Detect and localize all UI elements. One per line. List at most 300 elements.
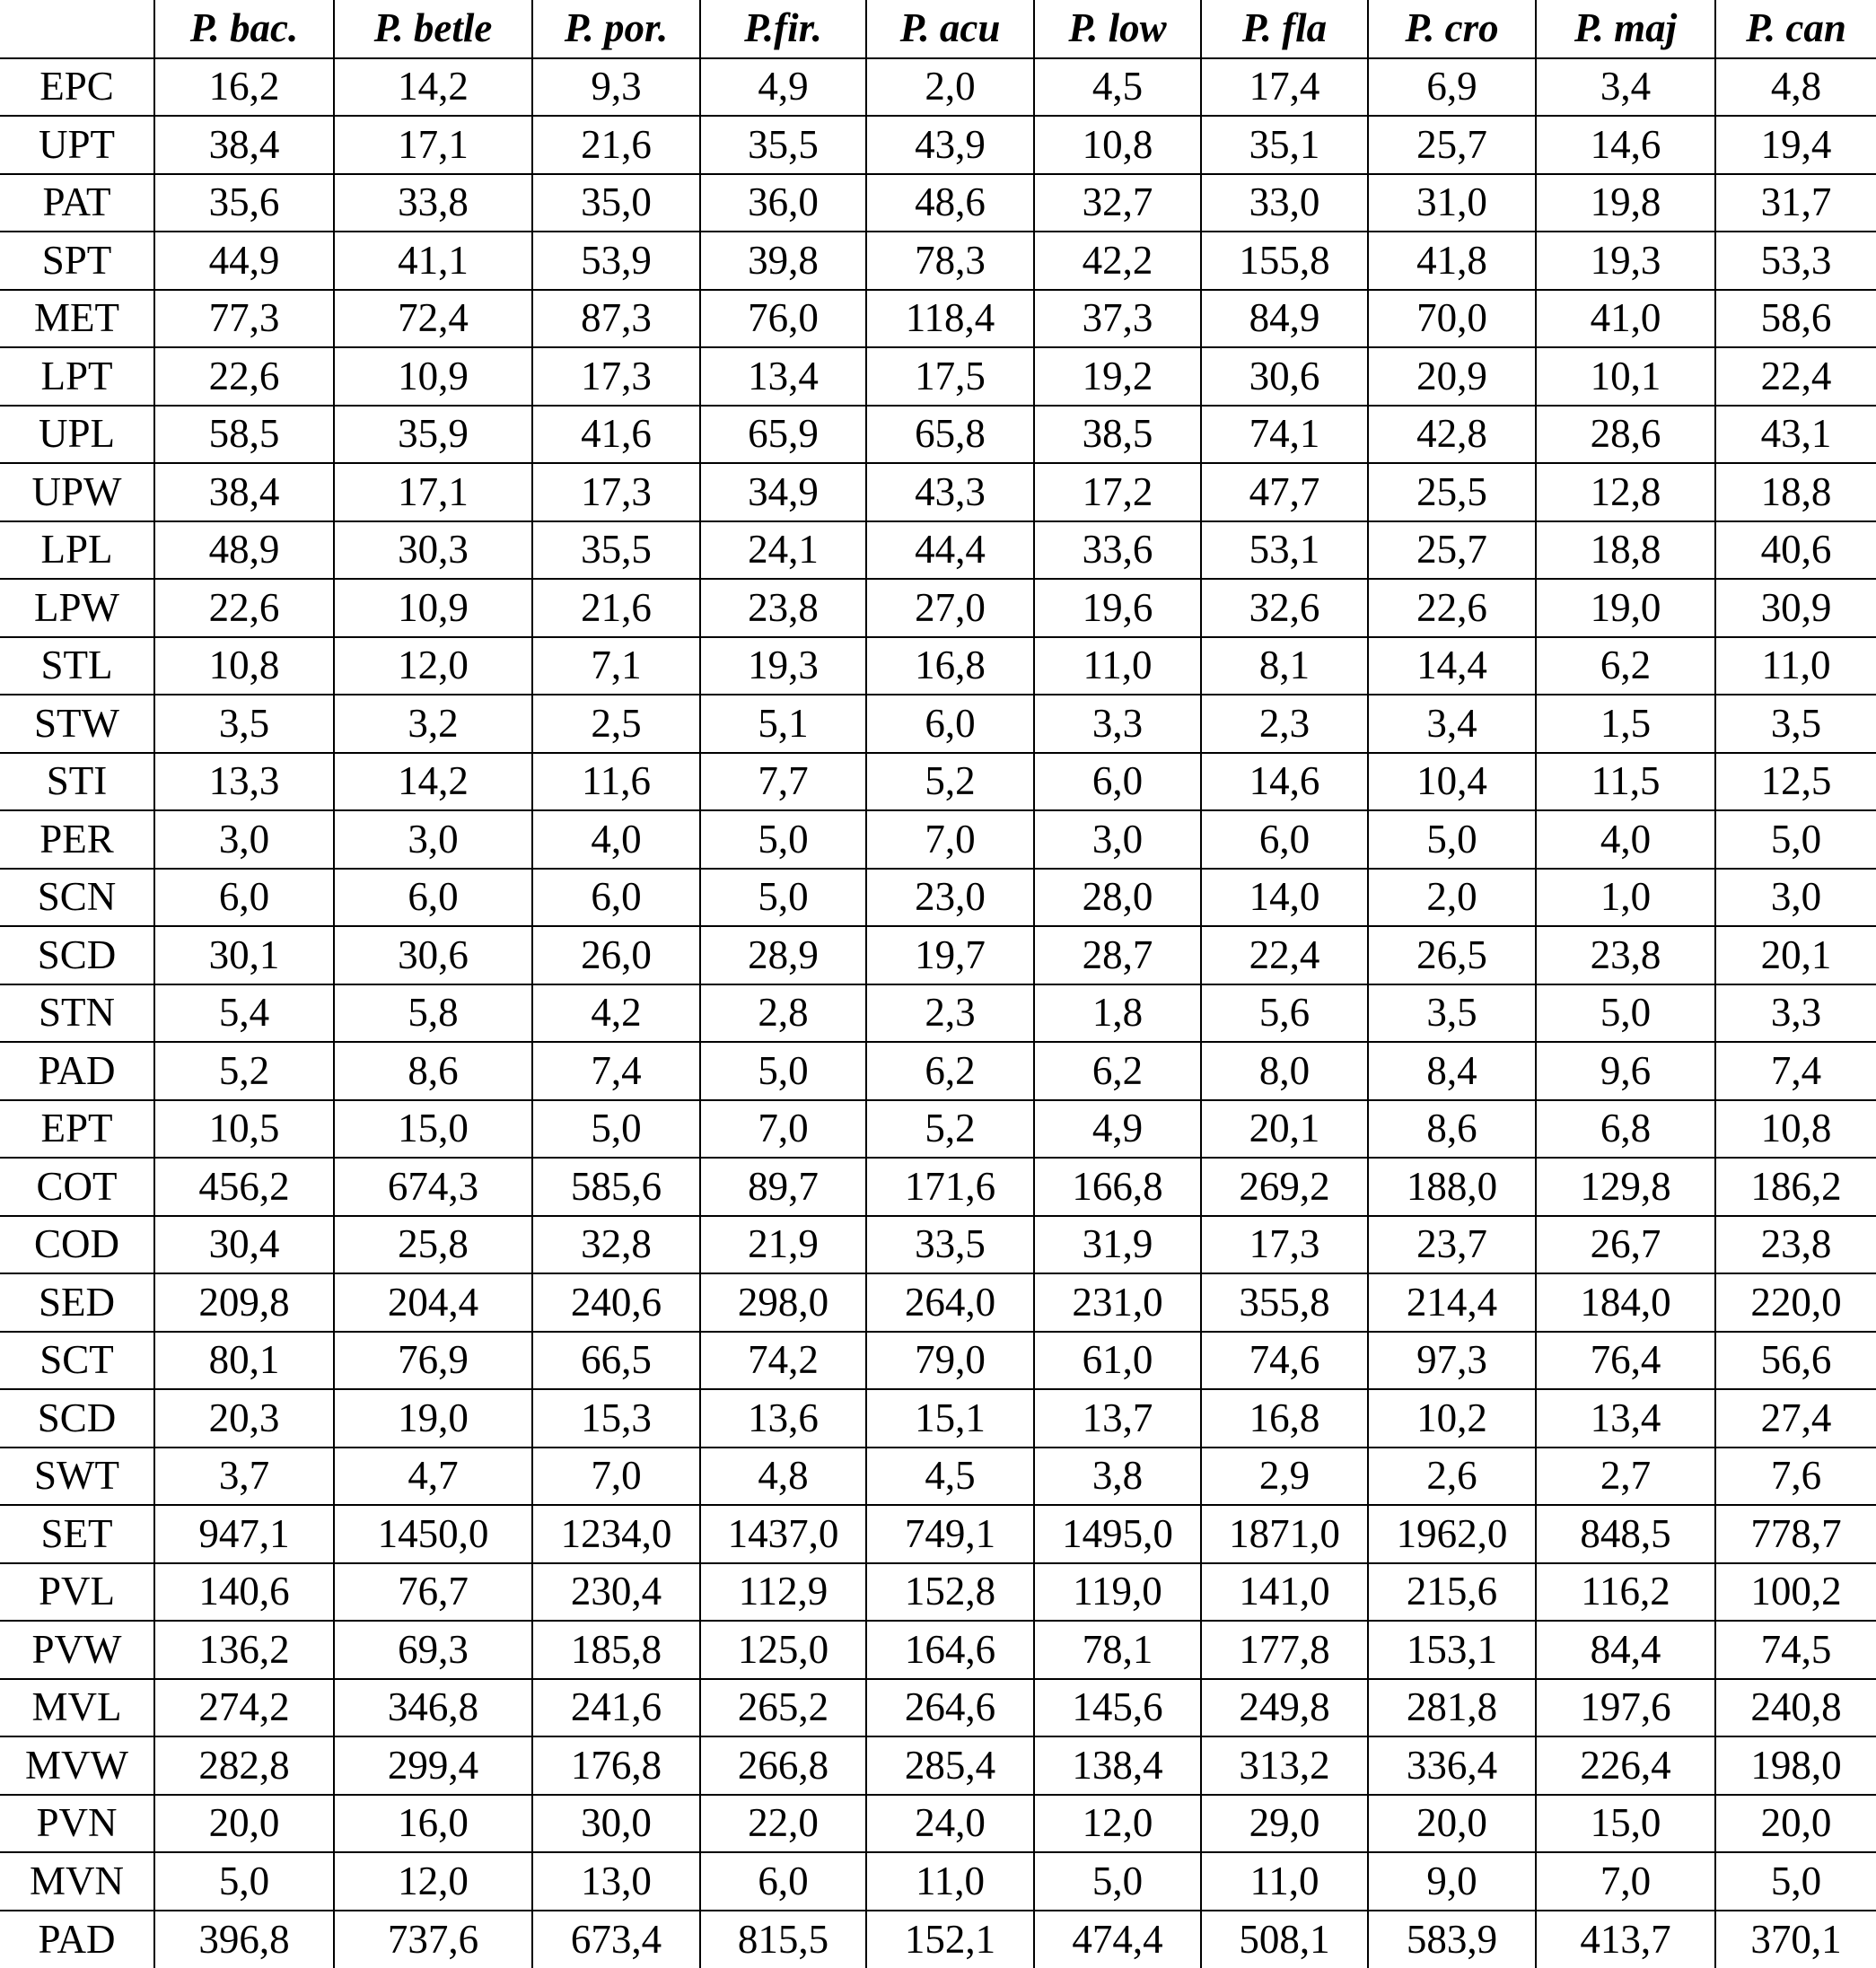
table-cell: 848,5 xyxy=(1536,1505,1715,1563)
table-cell: 6,0 xyxy=(334,869,532,927)
column-header: P. por. xyxy=(532,0,700,58)
column-header: P. maj xyxy=(1536,0,1715,58)
table-cell: 11,0 xyxy=(866,1852,1034,1911)
row-label: STN xyxy=(0,984,154,1043)
table-cell: 2,3 xyxy=(1201,695,1368,753)
table-cell: 41,1 xyxy=(334,232,532,290)
table-cell: 12,0 xyxy=(1034,1795,1201,1853)
table-cell: 8,6 xyxy=(334,1042,532,1100)
row-label: UPL xyxy=(0,406,154,464)
table-cell: 19,2 xyxy=(1034,347,1201,406)
table-cell: 1871,0 xyxy=(1201,1505,1368,1563)
table-cell: 2,5 xyxy=(532,695,700,753)
table-cell: 6,2 xyxy=(866,1042,1034,1100)
table-cell: 3,5 xyxy=(1368,984,1536,1043)
table-cell: 6,0 xyxy=(1034,753,1201,811)
table-row xyxy=(0,1736,1876,1795)
table-cell: 8,1 xyxy=(1201,637,1368,695)
table-cell: 20,0 xyxy=(1368,1795,1536,1853)
table-row xyxy=(0,695,1876,753)
table-cell: 56,6 xyxy=(1715,1332,1876,1390)
table-cell: 20,0 xyxy=(154,1795,334,1853)
table-cell: 26,5 xyxy=(1368,926,1536,984)
table-cell: 30,3 xyxy=(334,521,532,580)
table-cell: 19,4 xyxy=(1715,116,1876,174)
table-cell: 84,9 xyxy=(1201,290,1368,348)
table-cell: 583,9 xyxy=(1368,1911,1536,1968)
table-cell: 13,0 xyxy=(532,1852,700,1911)
table-cell: 41,0 xyxy=(1536,290,1715,348)
table-cell: 3,4 xyxy=(1368,695,1536,753)
row-label: MVL xyxy=(0,1679,154,1737)
table-cell: 778,7 xyxy=(1715,1505,1876,1563)
column-header: P. bac. xyxy=(154,0,334,58)
table-cell: 4,8 xyxy=(700,1448,866,1506)
table-cell: 22,4 xyxy=(1715,347,1876,406)
table-cell: 119,0 xyxy=(1034,1563,1201,1622)
table-row xyxy=(0,521,1876,580)
table-cell: 39,8 xyxy=(700,232,866,290)
table-cell: 32,7 xyxy=(1034,174,1201,232)
table-cell: 153,1 xyxy=(1368,1621,1536,1679)
table-cell: 5,8 xyxy=(334,984,532,1043)
table-cell: 6,0 xyxy=(1201,810,1368,869)
table-cell: 7,7 xyxy=(700,753,866,811)
table-cell: 5,0 xyxy=(1034,1852,1201,1911)
table-row xyxy=(0,926,1876,984)
table-cell: 265,2 xyxy=(700,1679,866,1737)
table-cell: 23,8 xyxy=(1715,1216,1876,1274)
table-cell: 947,1 xyxy=(154,1505,334,1563)
table-cell: 136,2 xyxy=(154,1621,334,1679)
table-cell: 129,8 xyxy=(1536,1158,1715,1216)
row-label: PVL xyxy=(0,1563,154,1622)
table-cell: 1450,0 xyxy=(334,1505,532,1563)
row-label: MET xyxy=(0,290,154,348)
table-row xyxy=(0,290,1876,348)
table-cell: 508,1 xyxy=(1201,1911,1368,1968)
table-cell: 5,0 xyxy=(154,1852,334,1911)
table-cell: 141,0 xyxy=(1201,1563,1368,1622)
table-cell: 41,6 xyxy=(532,406,700,464)
table-cell: 35,0 xyxy=(532,174,700,232)
table-cell: 87,3 xyxy=(532,290,700,348)
table-cell: 22,6 xyxy=(1368,579,1536,637)
table-cell: 43,3 xyxy=(866,463,1034,521)
table-cell: 240,8 xyxy=(1715,1679,1876,1737)
table-cell: 23,8 xyxy=(700,579,866,637)
table-cell: 4,9 xyxy=(1034,1100,1201,1159)
table-cell: 16,2 xyxy=(154,58,334,117)
table-cell: 10,8 xyxy=(154,637,334,695)
table-cell: 17,4 xyxy=(1201,58,1368,117)
table-cell: 13,4 xyxy=(700,347,866,406)
table-cell: 5,6 xyxy=(1201,984,1368,1043)
table-cell: 17,2 xyxy=(1034,463,1201,521)
table-cell: 44,9 xyxy=(154,232,334,290)
table-cell: 10,9 xyxy=(334,579,532,637)
table-cell: 6,2 xyxy=(1034,1042,1201,1100)
table-cell: 4,9 xyxy=(700,58,866,117)
table-cell: 140,6 xyxy=(154,1563,334,1622)
table-cell: 7,0 xyxy=(866,810,1034,869)
table-cell: 12,8 xyxy=(1536,463,1715,521)
table-cell: 24,0 xyxy=(866,1795,1034,1853)
table-cell: 30,9 xyxy=(1715,579,1876,637)
table-cell: 30,0 xyxy=(532,1795,700,1853)
table-cell: 336,4 xyxy=(1368,1736,1536,1795)
table-cell: 35,5 xyxy=(700,116,866,174)
table-cell: 6,0 xyxy=(154,869,334,927)
table-cell: 7,0 xyxy=(1536,1852,1715,1911)
table-cell: 6,0 xyxy=(700,1852,866,1911)
table-cell: 48,6 xyxy=(866,174,1034,232)
table-cell: 177,8 xyxy=(1201,1621,1368,1679)
table-cell: 5,2 xyxy=(154,1042,334,1100)
row-label: EPC xyxy=(0,58,154,117)
table-cell: 241,6 xyxy=(532,1679,700,1737)
table-cell: 116,2 xyxy=(1536,1563,1715,1622)
table-cell: 5,0 xyxy=(700,869,866,927)
table-cell: 20,9 xyxy=(1368,347,1536,406)
table-cell: 58,5 xyxy=(154,406,334,464)
table-cell: 44,4 xyxy=(866,521,1034,580)
table-cell: 8,0 xyxy=(1201,1042,1368,1100)
column-header: P. fla xyxy=(1201,0,1368,58)
table-cell: 264,6 xyxy=(866,1679,1034,1737)
table-cell: 3,3 xyxy=(1715,984,1876,1043)
table-cell: 20,0 xyxy=(1715,1795,1876,1853)
row-label: PER xyxy=(0,810,154,869)
row-label: PAD xyxy=(0,1042,154,1100)
table-row xyxy=(0,810,1876,869)
table-cell: 14,0 xyxy=(1201,869,1368,927)
table-cell: 184,0 xyxy=(1536,1273,1715,1332)
column-header: P. cro xyxy=(1368,0,1536,58)
table-cell: 21,9 xyxy=(700,1216,866,1274)
table-cell: 2,7 xyxy=(1536,1448,1715,1506)
table-cell: 17,3 xyxy=(532,347,700,406)
table-cell: 1234,0 xyxy=(532,1505,700,1563)
table-cell: 13,4 xyxy=(1536,1389,1715,1448)
table-row xyxy=(0,1679,1876,1737)
table-cell: 281,8 xyxy=(1368,1679,1536,1737)
table-cell: 8,4 xyxy=(1368,1042,1536,1100)
table-cell: 15,1 xyxy=(866,1389,1034,1448)
table-cell: 97,3 xyxy=(1368,1332,1536,1390)
table-cell: 4,8 xyxy=(1715,58,1876,117)
table-cell: 299,4 xyxy=(334,1736,532,1795)
table-cell: 43,9 xyxy=(866,116,1034,174)
table-cell: 19,0 xyxy=(1536,579,1715,637)
table-cell: 100,2 xyxy=(1715,1563,1876,1622)
table-cell: 19,0 xyxy=(334,1389,532,1448)
table-cell: 74,2 xyxy=(700,1332,866,1390)
table-cell: 5,2 xyxy=(866,753,1034,811)
table-cell: 76,0 xyxy=(700,290,866,348)
table-row xyxy=(0,579,1876,637)
table-cell: 20,3 xyxy=(154,1389,334,1448)
row-label: COT xyxy=(0,1158,154,1216)
table-cell: 14,2 xyxy=(334,58,532,117)
table-cell: 38,4 xyxy=(154,116,334,174)
table-cell: 32,6 xyxy=(1201,579,1368,637)
table-cell: 413,7 xyxy=(1536,1911,1715,1968)
table-cell: 69,3 xyxy=(334,1621,532,1679)
table-cell: 9,6 xyxy=(1536,1042,1715,1100)
table-cell: 11,0 xyxy=(1715,637,1876,695)
table-cell: 38,4 xyxy=(154,463,334,521)
table-cell: 23,0 xyxy=(866,869,1034,927)
table-cell: 76,9 xyxy=(334,1332,532,1390)
table-cell: 14,6 xyxy=(1536,116,1715,174)
table-cell: 53,9 xyxy=(532,232,700,290)
table-cell: 21,6 xyxy=(532,116,700,174)
table-cell: 28,7 xyxy=(1034,926,1201,984)
table-cell: 1495,0 xyxy=(1034,1505,1201,1563)
table-cell: 30,6 xyxy=(334,926,532,984)
table-cell: 5,0 xyxy=(532,1100,700,1159)
table-cell: 16,8 xyxy=(1201,1389,1368,1448)
table-row xyxy=(0,1448,1876,1506)
table-cell: 4,5 xyxy=(1034,58,1201,117)
table-cell: 5,0 xyxy=(1536,984,1715,1043)
table-cell: 230,4 xyxy=(532,1563,700,1622)
table-cell: 7,1 xyxy=(532,637,700,695)
table-cell: 17,3 xyxy=(1201,1216,1368,1274)
table-row xyxy=(0,1911,1876,1968)
table-cell: 15,0 xyxy=(1536,1795,1715,1853)
table-cell: 33,6 xyxy=(1034,521,1201,580)
table-cell: 66,5 xyxy=(532,1332,700,1390)
row-label: MVW xyxy=(0,1736,154,1795)
table-cell: 18,8 xyxy=(1715,463,1876,521)
row-label: STW xyxy=(0,695,154,753)
table-cell: 30,6 xyxy=(1201,347,1368,406)
table-cell: 65,9 xyxy=(700,406,866,464)
table-row xyxy=(0,406,1876,464)
table-cell: 24,1 xyxy=(700,521,866,580)
table-cell: 78,3 xyxy=(866,232,1034,290)
table-cell: 4,2 xyxy=(532,984,700,1043)
table-cell: 9,3 xyxy=(532,58,700,117)
table-cell: 11,0 xyxy=(1034,637,1201,695)
table-cell: 2,3 xyxy=(866,984,1034,1043)
table-cell: 3,2 xyxy=(334,695,532,753)
table-cell: 1962,0 xyxy=(1368,1505,1536,1563)
table-cell: 5,0 xyxy=(1715,810,1876,869)
table-cell: 22,6 xyxy=(154,347,334,406)
table-cell: 4,7 xyxy=(334,1448,532,1506)
table-cell: 5,0 xyxy=(700,1042,866,1100)
table-cell: 346,8 xyxy=(334,1679,532,1737)
table-cell: 29,0 xyxy=(1201,1795,1368,1853)
table-cell: 6,0 xyxy=(532,869,700,927)
table-cell: 815,5 xyxy=(700,1911,866,1968)
table-cell: 70,0 xyxy=(1368,290,1536,348)
table-cell: 10,9 xyxy=(334,347,532,406)
table-cell: 2,0 xyxy=(1368,869,1536,927)
table-cell: 269,2 xyxy=(1201,1158,1368,1216)
table-cell: 35,5 xyxy=(532,521,700,580)
table-cell: 3,0 xyxy=(1715,869,1876,927)
table-cell: 6,2 xyxy=(1536,637,1715,695)
table-cell: 19,8 xyxy=(1536,174,1715,232)
table-cell: 298,0 xyxy=(700,1273,866,1332)
table-cell: 5,4 xyxy=(154,984,334,1043)
table-cell: 19,3 xyxy=(1536,232,1715,290)
table-cell: 36,0 xyxy=(700,174,866,232)
table-cell: 12,0 xyxy=(334,637,532,695)
table-cell: 266,8 xyxy=(700,1736,866,1795)
table-cell: 42,8 xyxy=(1368,406,1536,464)
table-cell: 25,7 xyxy=(1368,116,1536,174)
table-row xyxy=(0,1621,1876,1679)
table-cell: 171,6 xyxy=(866,1158,1034,1216)
table-cell: 188,0 xyxy=(1368,1158,1536,1216)
table-row xyxy=(0,984,1876,1043)
table-cell: 30,1 xyxy=(154,926,334,984)
table-cell: 285,4 xyxy=(866,1736,1034,1795)
table-cell: 17,1 xyxy=(334,116,532,174)
table-cell: 396,8 xyxy=(154,1911,334,1968)
table-cell: 138,4 xyxy=(1034,1736,1201,1795)
table-cell: 48,9 xyxy=(154,521,334,580)
table-cell: 17,3 xyxy=(532,463,700,521)
row-label: SWT xyxy=(0,1448,154,1506)
table-cell: 4,0 xyxy=(1536,810,1715,869)
table-cell: 19,7 xyxy=(866,926,1034,984)
table-cell: 220,0 xyxy=(1715,1273,1876,1332)
table-cell: 10,8 xyxy=(1034,116,1201,174)
table-cell: 11,5 xyxy=(1536,753,1715,811)
row-label: PAT xyxy=(0,174,154,232)
table-cell: 20,1 xyxy=(1201,1100,1368,1159)
table-cell: 26,7 xyxy=(1536,1216,1715,1274)
column-header: P. can xyxy=(1715,0,1876,58)
table-cell: 673,4 xyxy=(532,1911,700,1968)
table-cell: 3,0 xyxy=(154,810,334,869)
table-cell: 5,2 xyxy=(866,1100,1034,1159)
table-cell: 25,5 xyxy=(1368,463,1536,521)
table-cell: 7,0 xyxy=(700,1100,866,1159)
table-cell: 37,3 xyxy=(1034,290,1201,348)
table-row xyxy=(0,637,1876,695)
table-cell: 12,5 xyxy=(1715,753,1876,811)
row-label: LPW xyxy=(0,579,154,637)
row-label: SED xyxy=(0,1273,154,1332)
table-cell: 19,6 xyxy=(1034,579,1201,637)
table-cell: 84,4 xyxy=(1536,1621,1715,1679)
table-row xyxy=(0,1505,1876,1563)
table-cell: 76,4 xyxy=(1536,1332,1715,1390)
table-cell: 13,7 xyxy=(1034,1389,1201,1448)
table-cell: 77,3 xyxy=(154,290,334,348)
table-cell: 10,1 xyxy=(1536,347,1715,406)
table-cell: 34,9 xyxy=(700,463,866,521)
table-cell: 2,0 xyxy=(866,58,1034,117)
table-cell: 204,4 xyxy=(334,1273,532,1332)
table-row xyxy=(0,116,1876,174)
table-cell: 215,6 xyxy=(1368,1563,1536,1622)
row-label: STL xyxy=(0,637,154,695)
table-cell: 10,2 xyxy=(1368,1389,1536,1448)
table-cell: 43,1 xyxy=(1715,406,1876,464)
table-cell: 25,7 xyxy=(1368,521,1536,580)
table-cell: 15,0 xyxy=(334,1100,532,1159)
table-cell: 27,4 xyxy=(1715,1389,1876,1448)
table-cell: 53,1 xyxy=(1201,521,1368,580)
table-cell: 19,3 xyxy=(700,637,866,695)
table-cell: 164,6 xyxy=(866,1621,1034,1679)
table-cell: 214,4 xyxy=(1368,1273,1536,1332)
table-cell: 355,8 xyxy=(1201,1273,1368,1332)
table-cell: 313,2 xyxy=(1201,1736,1368,1795)
table-cell: 264,0 xyxy=(866,1273,1034,1332)
table-cell: 47,7 xyxy=(1201,463,1368,521)
table-row xyxy=(0,1852,1876,1911)
table-cell: 231,0 xyxy=(1034,1273,1201,1332)
table-row xyxy=(0,174,1876,232)
table-cell: 30,4 xyxy=(154,1216,334,1274)
row-label: SPT xyxy=(0,232,154,290)
table-cell: 23,8 xyxy=(1536,926,1715,984)
table-cell: 42,2 xyxy=(1034,232,1201,290)
table-cell: 33,5 xyxy=(866,1216,1034,1274)
table-cell: 3,4 xyxy=(1536,58,1715,117)
table-cell: 7,4 xyxy=(532,1042,700,1100)
table-cell: 58,6 xyxy=(1715,290,1876,348)
row-label: SET xyxy=(0,1505,154,1563)
table-cell: 89,7 xyxy=(700,1158,866,1216)
table-cell: 22,0 xyxy=(700,1795,866,1853)
table-cell: 209,8 xyxy=(154,1273,334,1332)
table-cell: 28,6 xyxy=(1536,406,1715,464)
table-row xyxy=(0,58,1876,117)
table-row xyxy=(0,1100,1876,1159)
table-row xyxy=(0,1795,1876,1853)
table-cell: 3,8 xyxy=(1034,1448,1201,1506)
table-cell: 155,8 xyxy=(1201,232,1368,290)
table-cell: 240,6 xyxy=(532,1273,700,1332)
row-label: SCD xyxy=(0,926,154,984)
table-cell: 5,0 xyxy=(1368,810,1536,869)
table-row xyxy=(0,1273,1876,1332)
table-cell: 152,1 xyxy=(866,1911,1034,1968)
table-cell: 35,1 xyxy=(1201,116,1368,174)
table-cell: 585,6 xyxy=(532,1158,700,1216)
row-label: SCD xyxy=(0,1389,154,1448)
table-cell: 31,7 xyxy=(1715,174,1876,232)
table-cell: 282,8 xyxy=(154,1736,334,1795)
table-cell: 79,0 xyxy=(866,1332,1034,1390)
table-cell: 40,6 xyxy=(1715,521,1876,580)
table-cell: 74,5 xyxy=(1715,1621,1876,1679)
table-row xyxy=(0,1389,1876,1448)
row-label: UPT xyxy=(0,116,154,174)
table-cell: 145,6 xyxy=(1034,1679,1201,1737)
table-row xyxy=(0,1332,1876,1390)
table-cell: 186,2 xyxy=(1715,1158,1876,1216)
table-cell: 152,8 xyxy=(866,1563,1034,1622)
table-cell: 7,4 xyxy=(1715,1042,1876,1100)
table-row xyxy=(0,347,1876,406)
table-cell: 35,9 xyxy=(334,406,532,464)
table-cell: 76,7 xyxy=(334,1563,532,1622)
table-cell: 112,9 xyxy=(700,1563,866,1622)
table-cell: 35,6 xyxy=(154,174,334,232)
table-cell: 28,0 xyxy=(1034,869,1201,927)
